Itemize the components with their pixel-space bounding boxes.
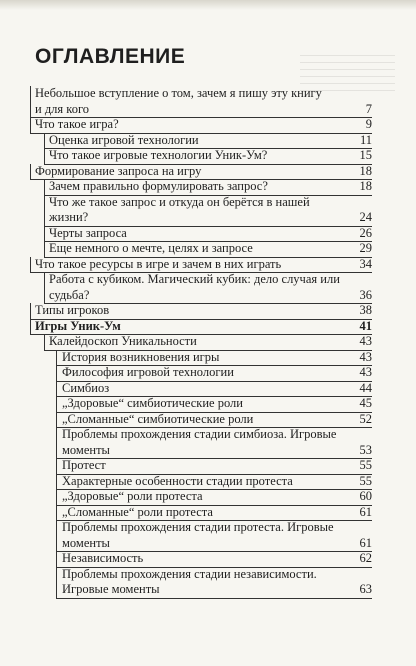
toc-entry[interactable] — [0, 226, 372, 242]
toc-entry-title: „Здоровые“ роли протеста — [62, 489, 203, 503]
toc-entry-rule — [30, 257, 31, 273]
toc-entry[interactable] — [0, 303, 372, 319]
toc-entry[interactable] — [0, 474, 372, 490]
toc-entry-title: „Здоровые“ симбиотические роли — [62, 396, 243, 410]
toc-entry-page: 18 — [359, 179, 372, 193]
toc-entry[interactable] — [0, 334, 372, 350]
toc-entry-rule — [56, 551, 57, 567]
toc-entry-rule — [56, 489, 57, 505]
toc-entry-title: Независимость — [62, 551, 144, 565]
toc-entry-page: 11 — [359, 132, 372, 147]
toc-entry-rule — [56, 520, 57, 551]
toc-entry-page: 53 — [359, 442, 372, 457]
toc-entry-title: Что такое игра? — [35, 117, 119, 131]
toc-entry-rule — [30, 164, 31, 180]
toc-entry[interactable] — [0, 505, 372, 521]
toc-entry-title: Проблемы прохождения стадии симбиоза. Игровые — [62, 427, 337, 441]
toc-entry-rule — [30, 319, 31, 335]
toc-entry-title: Игровые моменты — [62, 582, 160, 596]
toc-entry[interactable] — [0, 148, 372, 164]
toc-entry[interactable] — [0, 179, 372, 195]
toc-entry-title: Зачем правильно формулировать запрос? — [49, 179, 268, 193]
toc-entry-title: Типы игроков — [35, 303, 110, 317]
toc-entry-title: Проблемы прохождения стадии независимости. — [62, 566, 317, 581]
toc-entry-title: судьба? — [49, 287, 90, 302]
toc-entry-rule — [44, 241, 45, 257]
toc-entry[interactable] — [0, 241, 372, 257]
toc-entry-page: 43 — [359, 365, 372, 379]
toc-entry[interactable] — [0, 195, 372, 226]
toc-entry-rule — [44, 272, 45, 303]
toc-entry-title: Симбиоз — [62, 380, 110, 395]
toc-entry[interactable] — [0, 164, 372, 180]
toc-entry-rule — [56, 381, 57, 397]
toc-entry-page: 45 — [359, 396, 372, 410]
toc-entry-page: 29 — [359, 241, 372, 255]
toc-entry-page: 15 — [359, 148, 372, 162]
toc-entry-underline — [56, 598, 372, 599]
toc-entry-title: и для кого — [35, 101, 90, 116]
toc-entry-title: Что же такое запрос и откуда он берётся в нашей — [49, 194, 310, 209]
toc-entry-page: 41 — [359, 318, 372, 333]
toc-entry-title: „Сломанные“ роли протеста — [62, 504, 213, 519]
toc-entry-title: Черты запроса — [49, 225, 127, 240]
page-title: ОГЛАВЛЕНИЕ — [35, 45, 186, 68]
toc-entry-page: 26 — [359, 225, 372, 240]
toc-entry-rule — [30, 117, 31, 133]
toc-entry-rule — [56, 412, 57, 428]
toc-entry-page: 61 — [359, 535, 372, 550]
toc-entry-page: 7 — [365, 101, 372, 116]
toc-entry-rule — [56, 505, 57, 521]
toc-entry-page: 62 — [359, 551, 372, 565]
toc-entry[interactable] — [0, 86, 372, 117]
toc-entry-title: История возникновения игры — [62, 349, 220, 364]
toc-entry-rule — [56, 365, 57, 381]
toc-entry-page: 38 — [359, 303, 372, 317]
toc-entry-title: „Сломанные“ симбиотические роли — [62, 411, 254, 426]
toc-entry[interactable] — [0, 489, 372, 505]
toc-entry[interactable] — [0, 272, 372, 303]
toc-entry-title: Протест — [62, 458, 106, 472]
toc-entry-title: моменты — [62, 442, 110, 457]
toc-entry-page: 61 — [359, 504, 372, 519]
toc-entry-title: Еще немного о мечте, целях и запросе — [49, 241, 253, 255]
toc-entry-rule — [44, 148, 45, 164]
toc-entry-title: Оценка игровой технологии — [49, 132, 199, 147]
toc-entry-title: Проблемы прохождения стадии протеста. Игровые — [62, 520, 334, 534]
toc-entry-page: 36 — [359, 287, 372, 302]
toc-entry-page: 34 — [359, 256, 372, 271]
toc-entry-rule — [30, 86, 31, 117]
toc-entry[interactable] — [0, 567, 372, 598]
toc-entry-rule — [56, 350, 57, 366]
toc-entry-page: 9 — [365, 117, 372, 131]
toc-entry-rule — [56, 474, 57, 490]
toc-entry-rule — [30, 303, 31, 319]
toc-entry[interactable] — [0, 365, 372, 381]
toc-entry-page: 44 — [359, 380, 372, 395]
toc-entry-rule — [44, 226, 45, 242]
toc-entry-rule — [56, 567, 57, 598]
toc-entry[interactable] — [0, 257, 372, 273]
toc-entry-rule — [44, 195, 45, 226]
table-of-contents — [0, 86, 416, 598]
page-top-edge — [0, 0, 416, 10]
toc-entry-title: Характерные особенности стадии протеста — [62, 473, 293, 488]
toc-entry-title: Калейдоскоп Уникальности — [49, 334, 197, 348]
toc-entry-title: Что такое игровые технологии Уник-Ум? — [49, 148, 268, 162]
toc-entry-page: 63 — [359, 582, 372, 596]
toc-entry[interactable] — [0, 551, 372, 567]
toc-entry[interactable] — [0, 381, 372, 397]
toc-entry-page: 55 — [359, 473, 372, 488]
toc-entry-rule — [44, 334, 45, 350]
toc-entry-page: 43 — [359, 334, 372, 348]
toc-entry-page: 43 — [359, 349, 372, 364]
toc-entry-title: Небольшое вступление о том, зачем я пишу эту книгу — [35, 86, 322, 100]
toc-entry-title: жизни? — [49, 210, 89, 224]
toc-entry-page: 55 — [359, 458, 372, 472]
toc-entry-rule — [44, 179, 45, 195]
toc-entry[interactable] — [0, 520, 372, 551]
toc-entry-title: Игры Уник-Ум — [35, 318, 121, 333]
toc-entry-title: Формирование запроса на игру — [35, 163, 202, 178]
toc-entry[interactable] — [0, 133, 372, 149]
toc-entry-title: Философия игровой технологии — [62, 365, 234, 379]
toc-entry-page: 24 — [359, 210, 372, 224]
toc-entry-title: Что такое ресурсы в игре и зачем в них играть — [35, 256, 282, 271]
toc-entry[interactable] — [0, 350, 372, 366]
toc-entry-rule — [56, 427, 57, 458]
toc-entry-rule — [56, 458, 57, 474]
toc-entry-page: 18 — [359, 163, 372, 178]
toc-entry[interactable] — [0, 117, 372, 133]
toc-entry[interactable] — [0, 412, 372, 428]
toc-entry-title: моменты — [62, 535, 110, 550]
toc-entry-title: Работа с кубиком. Магический кубик: дело случая или — [49, 272, 340, 286]
toc-entry-page: 60 — [359, 489, 372, 503]
toc-entry[interactable] — [0, 458, 372, 474]
toc-entry-rule — [56, 396, 57, 412]
toc-entry[interactable] — [0, 319, 372, 335]
toc-entry-rule — [44, 133, 45, 149]
toc-entry[interactable] — [0, 427, 372, 458]
toc-entry-page: 52 — [359, 411, 372, 426]
toc-entry[interactable] — [0, 396, 372, 412]
